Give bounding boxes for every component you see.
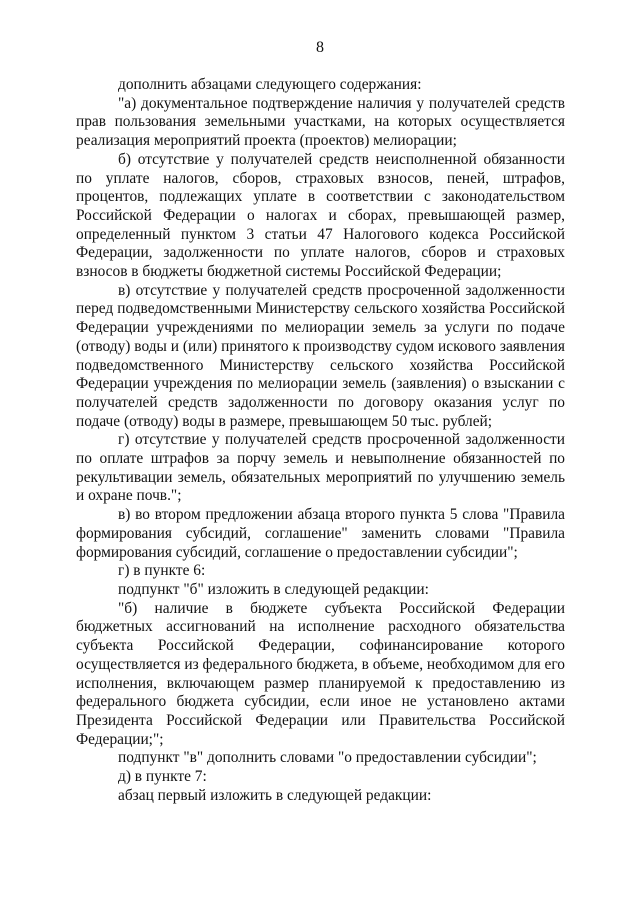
- paragraph-amend-v: в) во втором предложении абзаца второго пункта 5 слова "Правила формирования субсидий, соглашение" заменить словами "Правила формирования субсидий, соглашение о предоставлении субсидии";: [76, 506, 565, 561]
- paragraph-subpoint-b-intro: подпункт "б" изложить в следующей редакции:: [118, 580, 429, 598]
- paragraph-intro: дополнить абзацами следующего содержания:: [118, 76, 422, 93]
- paragraph-amend-d: д) в пункте 7:: [118, 768, 207, 786]
- paragraph-first-abzac: абзац первый изложить в следующей редакции:: [118, 786, 432, 804]
- paragraph-g: г) отсутствие у получателей средств просроченной задолженности по оплате штрафов за порчу земель и невыполнение обязанностей по рекультивации земель, обязательных мероприятий по улучшению земель и охране почв.";: [76, 431, 565, 505]
- document-body: [76, 76, 565, 805]
- page-number: 8: [316, 39, 324, 56]
- paragraph-subpoint-b: "б) наличие в бюджете субъекта Российской Федерации бюджетных ассигнований на исполнение расходного обязательства субъекта Российской Федерации, софинансирование которого осуществляется из федерального бюджета, в объеме, необходимом для его исполнения, включающем размер планируемой к предоставлению из федерального бюджета субсидии, если иное не установлено актами Президента Российской Федерации или Правительства Российской Федерации;";: [76, 599, 565, 748]
- paragraph-amend-g: г) в пункте 6:: [118, 562, 206, 580]
- paragraph-subpoint-v: подпункт "в" дополнить словами "о предоставлении субсидии";: [118, 749, 537, 767]
- paragraph-v: в) отсутствие у получателей средств просроченной задолженности перед подведомственными Министерству сельского хозяйства Российской Федерации учреждениями по мелиорации земель за услуги по подаче (отводу) воды и (или) принятого к производству судом искового заявления подведомственного Министерству сельского хозяйства Российской Федерации учреждения по мелиорации земель (заявления) о взыскании с получателей средств задолженности по договору оказания услуг по подаче (отводу) воды в размере, превышающем 50 тыс. рублей;: [76, 281, 565, 430]
- paragraph-b: б) отсутствие у получателей средств неисполненной обязанности по уплате налогов, сборов, страховых взносов, пеней, штрафов, процентов, подлежащих уплате в соответствии с законодательством Российской Федерации о налогах и сборах, превышающей размер, определенный пунктом 3 статьи 47 Налогового кодекса Российской Федерации, задолженности по уплате налогов, сборов и страховых взносов в бюджеты бюджетной системы Российской Федерации;: [76, 150, 565, 281]
- paragraph-a: "а) документальное подтверждение наличия у получателей средств прав пользования земельными участками, на которых осуществляется реализация мероприятий проекта (проектов) мелиорации;: [76, 94, 565, 150]
